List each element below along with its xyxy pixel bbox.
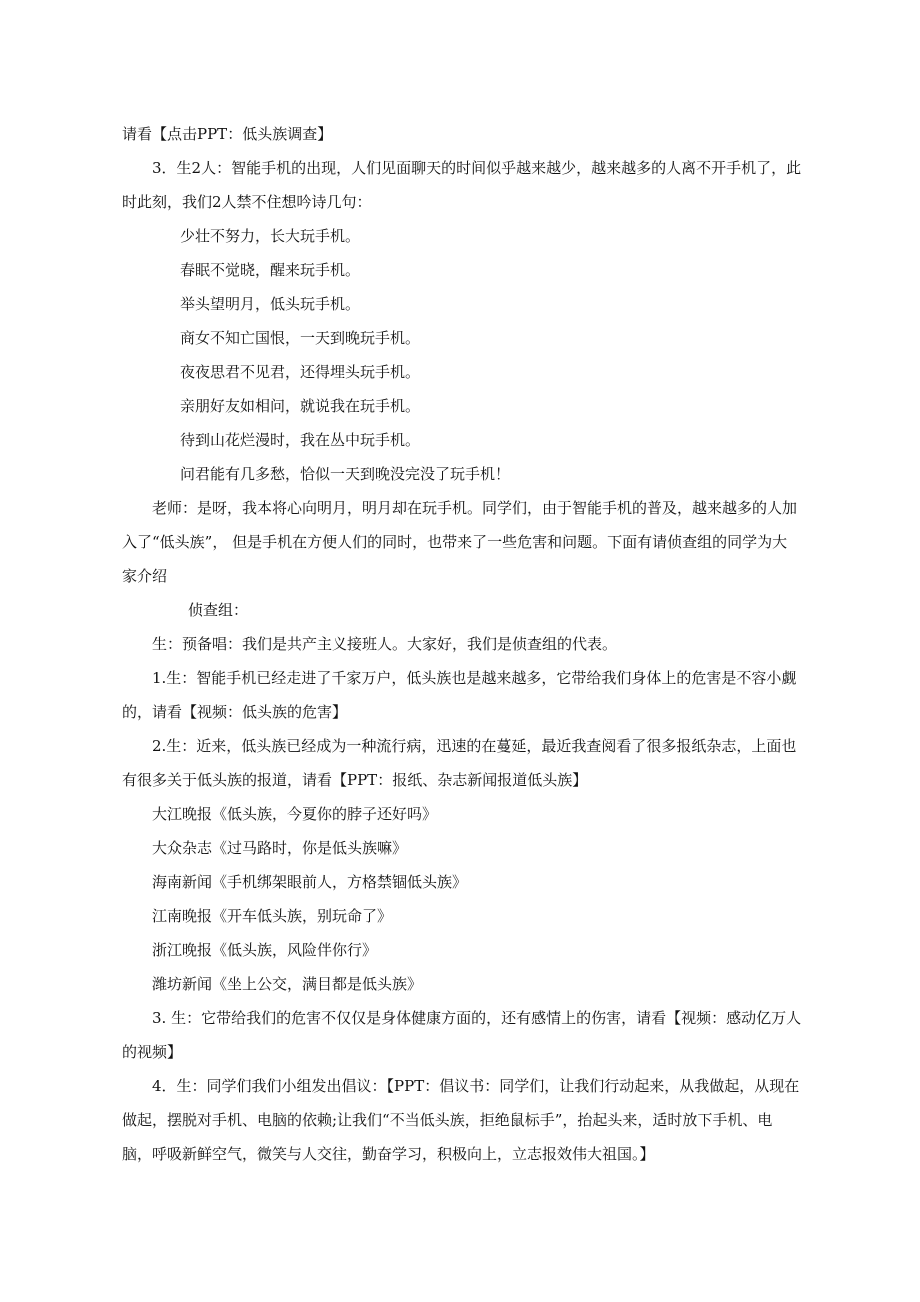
poem-line: 商女不知亡国恨，一天到晚玩手机。 <box>180 329 421 347</box>
poem-line: 亲朋好友如相问，就说我在玩手机。 <box>180 397 421 415</box>
news-title: 大江晚报《低头族，今夏你的脖子还好吗》 <box>152 805 438 823</box>
paragraph-student-1: 1.生：智能手机已经走进了千家万户，低头族也是越来越多，它带给我们身体上的危害是不容小觑的，请看【视频：低头族的危害】 <box>122 669 797 721</box>
paragraph-student-2: 2.生：近来，低头族已经成为一种流行病，迅速的在蔓延，最近我查阅看了很多报纸杂志，上面也有很多关于低头族的报道，请看【PPT：报纸、杂志新闻报道低头族】 <box>122 737 797 789</box>
paragraph-student-intro: 生：预备唱：我们是共产主义接班人。大家好，我们是侦查组的代表。 <box>152 635 618 653</box>
poem-line: 举头望明月，低头玩手机。 <box>180 295 361 313</box>
poem-line: 问君能有几多愁，恰似一天到晚没完没了玩手机！ <box>180 465 511 483</box>
paragraph-teacher: 老师：是呀，我本将心向明月，明月却在玩手机。同学们，由于智能手机的普及，越来越多的人加入了“低头族”， 但是手机在方便人们的同时，也带来了一些危害和问题。下面有请侦查组的同学为大家介绍 <box>122 499 798 585</box>
poem-line: 少壮不努力，长大玩手机。 <box>180 227 361 245</box>
news-title: 潍坊新闻《坐上公交，满目都是低头族》 <box>152 975 423 993</box>
paragraph-student-4: 4．生：同学们我们小组发出倡议：【PPT：倡议书：同学们，让我们行动起来，从我做起，从现在做起，摆脱对手机、电脑的依赖;让我们“不当低头族，拒绝鼠标手”，抬起头来，适时放下手机、电脑，呼吸新鲜空气，微笑与人交往，勤奋学习，积极向上，立志报效伟大祖国。】 <box>122 1077 800 1163</box>
news-title: 海南新闻《手机绑架眼前人，方格禁锢低头族》 <box>152 873 468 891</box>
paragraph-student-3: 3. 生：它带给我们的危害不仅仅是身体健康方面的，还有感情上的伤害，请看【视频：感动亿万人的视频】 <box>122 1009 802 1061</box>
news-title: 浙江晚报《低头族，风险伴你行》 <box>152 941 378 959</box>
paragraph-detective-group: 侦查组： <box>188 601 249 619</box>
paragraph-ppt-survey: 请看【点击PPT：低头族调查】 <box>122 125 333 143</box>
paragraph-student-two: 3．生2人：智能手机的出现，人们见面聊天的时间似乎越来越少，越来越多的人离不开手机了，此时此刻，我们2人禁不住想吟诗几句： <box>122 159 802 211</box>
news-title: 江南晚报《开车低头族，别玩命了》 <box>152 907 393 925</box>
poem-line: 待到山花烂漫时，我在丛中玩手机。 <box>180 431 421 449</box>
poem-line: 春眠不觉晓，醒来玩手机。 <box>180 261 361 279</box>
poem-line: 夜夜思君不见君，还得埋头玩手机。 <box>180 363 421 381</box>
document-body <box>122 117 802 1171</box>
news-title: 大众杂志《过马路时，你是低头族嘛》 <box>152 839 408 857</box>
